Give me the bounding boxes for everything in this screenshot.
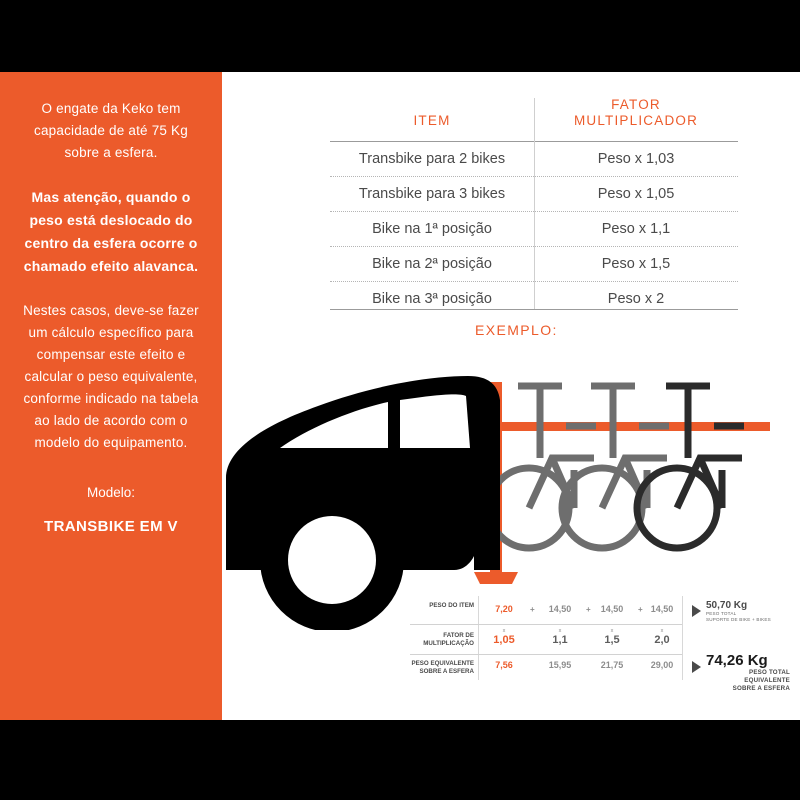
plus-sign: + [638, 605, 643, 614]
model-label: Modelo: [86, 485, 136, 500]
row-item: Transbike para 2 bikes [330, 142, 534, 177]
total-equivalent-note-1: PESO TOTAL EQUIVALENTE [744, 669, 790, 684]
item-weight-cell-2 [538, 604, 582, 614]
total-weight-block [706, 600, 771, 623]
row-item: Bike na 2ª posição [330, 247, 534, 282]
row-item: Bike na 3ª posição [330, 282, 534, 317]
equivalent-weight-value: 15,95 [548, 660, 572, 670]
multiplier-cell-2 [538, 628, 582, 646]
table-vertical-divider [534, 98, 535, 310]
rack-foot [474, 572, 518, 584]
row-factor: Peso x 1,05 [534, 177, 738, 212]
calc-hsep [478, 654, 682, 655]
multiplier-value: 1,1 [552, 634, 568, 646]
equivalent-weight-value: 29,00 [650, 660, 674, 670]
bike-group-1 [489, 386, 596, 548]
item-weight-value: 14,50 [548, 604, 572, 614]
calc-row2-label-line2: MULTIPLICAÇÃO [423, 640, 474, 647]
model-name: TRANSBIKE EM V [44, 518, 178, 535]
multiplier-cell-3 [590, 628, 634, 646]
calc-row3-label-line1: PESO EQUIVALENTE [411, 660, 474, 667]
total-equivalent-note-2: SOBRE A ESFERA [732, 685, 790, 692]
plus-sign: + [586, 605, 591, 614]
warning-paragraph: Mas atenção, quando o peso está deslocado do centro da esfera ocorre o chamado efeito alavanca. [23, 189, 199, 274]
multiplier-symbol: x [660, 628, 664, 634]
row-factor: Peso x 1,1 [534, 212, 738, 247]
column-header-factor-line2: MULTIPLICADOR [573, 113, 699, 128]
calc-row3-label-line2: SOBRE A ESFERA [419, 668, 474, 675]
calc-row3-label [410, 660, 474, 676]
car-and-bikes-illustration [222, 330, 800, 630]
column-header-factor [534, 96, 738, 142]
total-equivalent-value: 74,26 Kg [706, 652, 768, 669]
multiplier-value: 1,5 [604, 634, 620, 646]
row-item: Bike na 1ª posição [330, 212, 534, 247]
item-weight-cell-1 [482, 604, 526, 614]
multiplier-value: 1,05 [493, 634, 515, 646]
left-info-panel [0, 72, 222, 720]
equivalent-weight-cell-1 [482, 660, 526, 670]
multiplier-symbol: x [502, 628, 506, 634]
equivalent-weight-cell-3 [590, 660, 634, 670]
row-factor: Peso x 2 [534, 282, 738, 317]
item-weight-value: 14,50 [600, 604, 624, 614]
total-equivalent-arrow [692, 661, 701, 673]
total-weight-note-2: SUPORTE DE BIKE + BIKES [706, 617, 771, 622]
calc-row2-label-line1: FATOR DE [443, 632, 474, 639]
equivalent-weight-cell-2 [538, 660, 582, 670]
total-weight-value: 50,70 Kg [706, 600, 748, 611]
total-equivalent-block [706, 652, 790, 693]
factors-table-wrapper [330, 96, 738, 316]
calc-hsep [410, 654, 478, 655]
example-label: EXEMPLO: [475, 322, 558, 338]
item-weight-value: 7,20 [495, 604, 513, 614]
calc-row-equivalent-weight [410, 652, 790, 692]
row-factor: Peso x 1,03 [534, 142, 738, 177]
equivalent-weight-cell-4 [640, 660, 684, 670]
calc-row2-label [410, 632, 474, 648]
total-weight-note-1: PESO TOTAL [706, 611, 737, 616]
total-arrow [692, 605, 701, 617]
equivalent-weight-value: 21,75 [600, 660, 624, 670]
car-side-window [400, 394, 470, 448]
intro-paragraph: O engate da Keko tem capacidade de até 75 Kg sobre a esfera. [34, 101, 188, 160]
plus-sign: + [530, 605, 535, 614]
row-item: Transbike para 3 bikes [330, 177, 534, 212]
calc-row-item-weight [410, 602, 790, 628]
car-wheel-hub [288, 516, 376, 604]
instructions-paragraph: Nestes casos, deve-se fazer um cálculo específico para compensar este efeito e calcular o peso equivalente, conforme indicado na tabela ao lado de acordo com o modelo do equipamento. [23, 303, 199, 450]
calc-row1-label: PESO DO ITEM [429, 602, 474, 609]
item-weight-cell-3 [590, 604, 634, 614]
calc-row-multiplier [410, 628, 790, 654]
column-header-factor-line1: FATOR [611, 97, 661, 112]
column-header-item: ITEM [413, 113, 451, 128]
item-weight-value: 14,50 [650, 604, 674, 614]
multiplier-symbol: x [558, 628, 562, 634]
multiplier-symbol: x [610, 628, 614, 634]
row-factor: Peso x 1,5 [534, 247, 738, 282]
multiplier-cell-4 [640, 628, 684, 646]
bike-group-3 [637, 386, 744, 548]
table-bottom-divider [330, 309, 738, 310]
example-calculation-table [410, 596, 790, 696]
item-weight-cell-4 [640, 604, 684, 614]
multiplier-cell-1 [482, 628, 526, 646]
bike-group-2 [562, 386, 669, 548]
equivalent-weight-value: 7,56 [495, 660, 513, 670]
multiplier-value: 2,0 [654, 634, 670, 646]
